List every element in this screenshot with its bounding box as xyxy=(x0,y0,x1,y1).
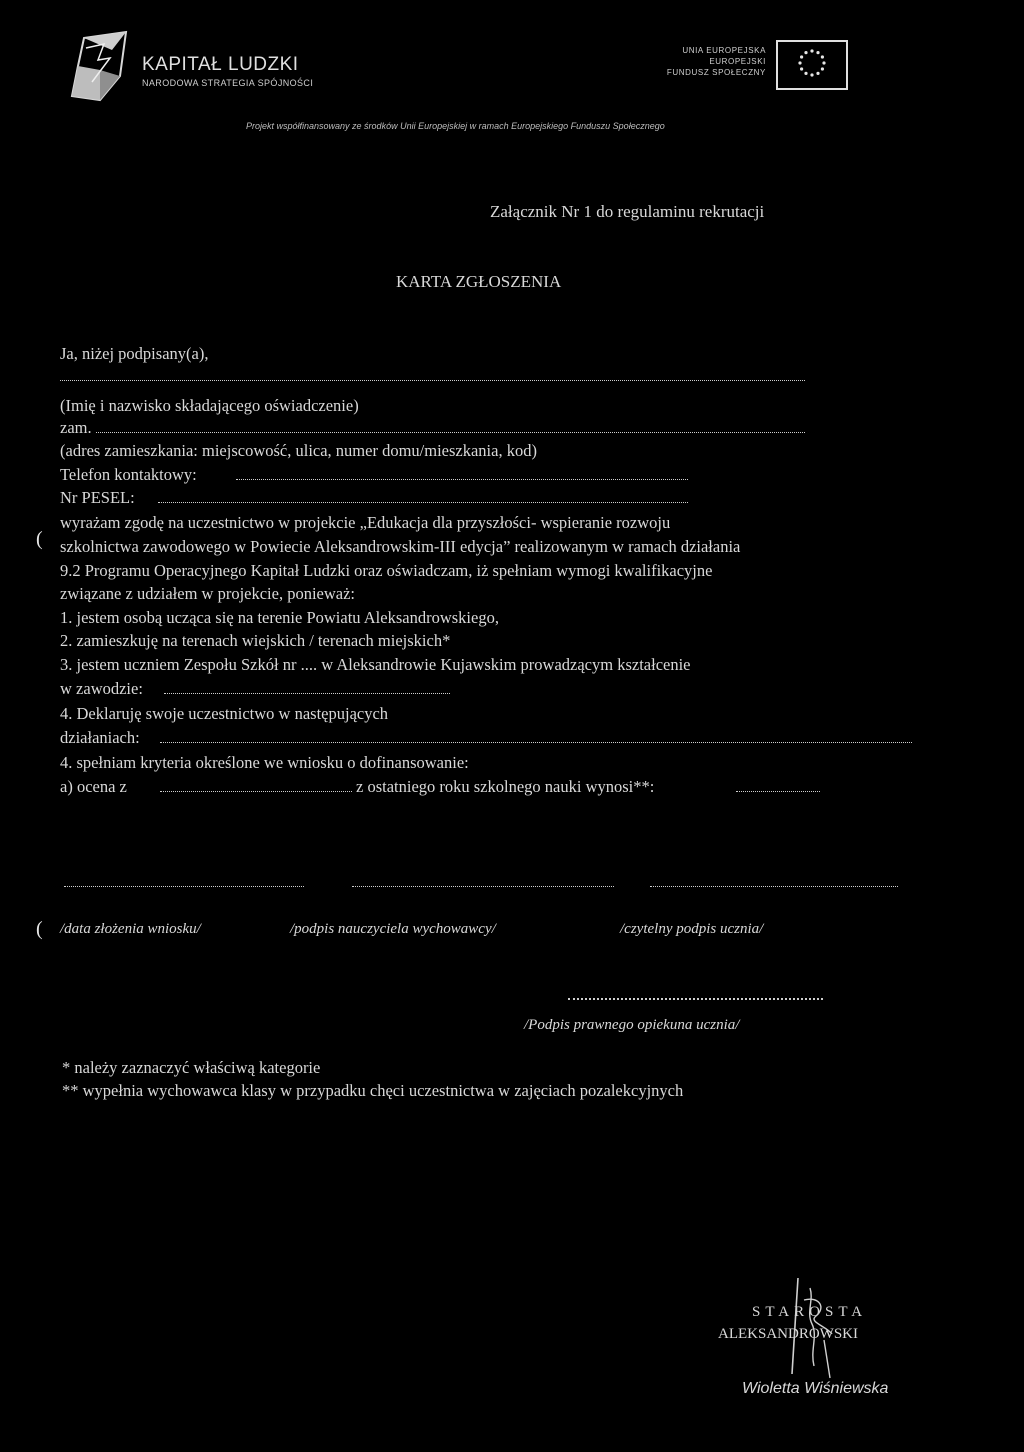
stamp-line-2: ALEKSANDROWSKI xyxy=(718,1326,858,1342)
eu-line2: EUROPEJSKI xyxy=(709,57,766,66)
criterion-3-cont: w zawodzie: xyxy=(60,679,143,698)
name-field[interactable] xyxy=(60,370,805,381)
scan-mark: ( xyxy=(36,528,43,550)
logo-title: KAPITAŁ LUDZKI xyxy=(142,54,299,75)
scan-mark-2: ( xyxy=(36,918,43,940)
page-title: KARTA ZGŁOSZENIA xyxy=(396,272,562,291)
phone-label: Telefon kontaktowy: xyxy=(60,465,197,484)
criterion-4a-cont: działaniach: xyxy=(60,728,140,747)
consent-line-1: wyrażam zgodę na uczestnictwo w projekcie „Edukacja dla przyszłości- wspieranie rozwoju xyxy=(60,513,671,532)
eu-label xyxy=(640,45,766,78)
kapital-ludzki-logo-icon xyxy=(70,30,130,102)
teacher-signature-line[interactable] xyxy=(352,878,614,887)
intro-text: Ja, niżej podpisany(a), xyxy=(60,344,209,363)
date-label: /data złożenia wniosku/ xyxy=(60,921,201,937)
stamp-line-1: STAROSTA xyxy=(752,1304,868,1320)
eu-line3: FUNDUSZ SPOŁECZNY xyxy=(666,68,766,77)
eu-line1: UNIA EUROPEJSKA xyxy=(682,46,766,55)
consent-line-3: 9.2 Programu Operacyjnego Kapitał Ludzki oraz oświadczam, iż spełniam wymogi kwalifikacyjne xyxy=(60,561,713,580)
teacher-label: /podpis nauczyciela wychowawcy/ xyxy=(290,921,496,937)
pesel-field[interactable] xyxy=(158,492,688,503)
footnote-2: ** wypełnia wychowawca klasy w przypadku chęci uczestnictwa w zajęciach pozalekcyjnych xyxy=(62,1081,684,1100)
address-field[interactable] xyxy=(96,422,805,433)
consent-line-2: szkolnictwa zawodowego w Powiecie Aleksandrowskim-III edycja” realizowanym w ramach działania xyxy=(60,537,741,556)
project-note: Projekt współfinansowany ze środków Unii Europejskiej w ramach Europejskiego Funduszu Społecznego xyxy=(246,121,665,131)
grade-suffix: z ostatniego roku szkolnego nauki wynosi**: xyxy=(356,777,655,796)
address-hint: (adres zamieszkania: miejscowość, ulica, numer domu/mieszkania, kod) xyxy=(60,441,537,460)
date-signature-line[interactable] xyxy=(64,878,304,887)
consent-line-4: związane z udziałem w projekcie, ponieważ: xyxy=(60,584,356,603)
criterion-4a: 4. Deklaruję swoje uczestnictwo w następujących xyxy=(60,704,389,723)
criterion-3: 3. jestem uczniem Zespołu Szkół nr .... w Aleksandrowie Kujawskim prowadzącym kształcenie xyxy=(60,655,691,674)
address-prefix: zam. xyxy=(60,418,92,437)
footnote-1: * należy zaznaczyć właściwą kategorie xyxy=(62,1058,321,1077)
phone-field[interactable] xyxy=(236,469,688,480)
criterion-2: 2. zamieszkuję na terenach wiejskich / terenach miejskich* xyxy=(60,631,451,650)
grade-prefix: a) ocena z xyxy=(60,777,127,796)
profession-field[interactable] xyxy=(164,683,450,694)
name-hint: (Imię i nazwisko składającego oświadczenie) xyxy=(60,396,359,415)
guardian-signature-line[interactable] xyxy=(568,990,823,1000)
handwritten-signature-icon xyxy=(780,1270,850,1380)
criterion-1: 1. jestem osobą ucząca się na terenie Powiatu Aleksandrowskiego, xyxy=(60,608,499,627)
grade-value-field[interactable] xyxy=(736,781,820,792)
grade-subject-field[interactable] xyxy=(160,781,352,792)
student-signature-line[interactable] xyxy=(650,878,898,887)
annex-title: Załącznik Nr 1 do regulaminu rekrutacji xyxy=(490,202,765,221)
logo-subtitle: NARODOWA STRATEGIA SPÓJNOŚCI xyxy=(142,78,314,88)
stamp-signer: Wioletta Wiśniewska xyxy=(742,1380,889,1397)
eu-flag-icon xyxy=(776,40,848,90)
pesel-label: Nr PESEL: xyxy=(60,488,135,507)
criterion-4b: 4. spełniam kryteria określone we wniosku o dofinansowanie: xyxy=(60,753,469,772)
guardian-label: /Podpis prawnego opiekuna ucznia/ xyxy=(524,1017,740,1033)
activities-field[interactable] xyxy=(160,732,912,743)
student-label: /czytelny podpis ucznia/ xyxy=(620,921,764,937)
